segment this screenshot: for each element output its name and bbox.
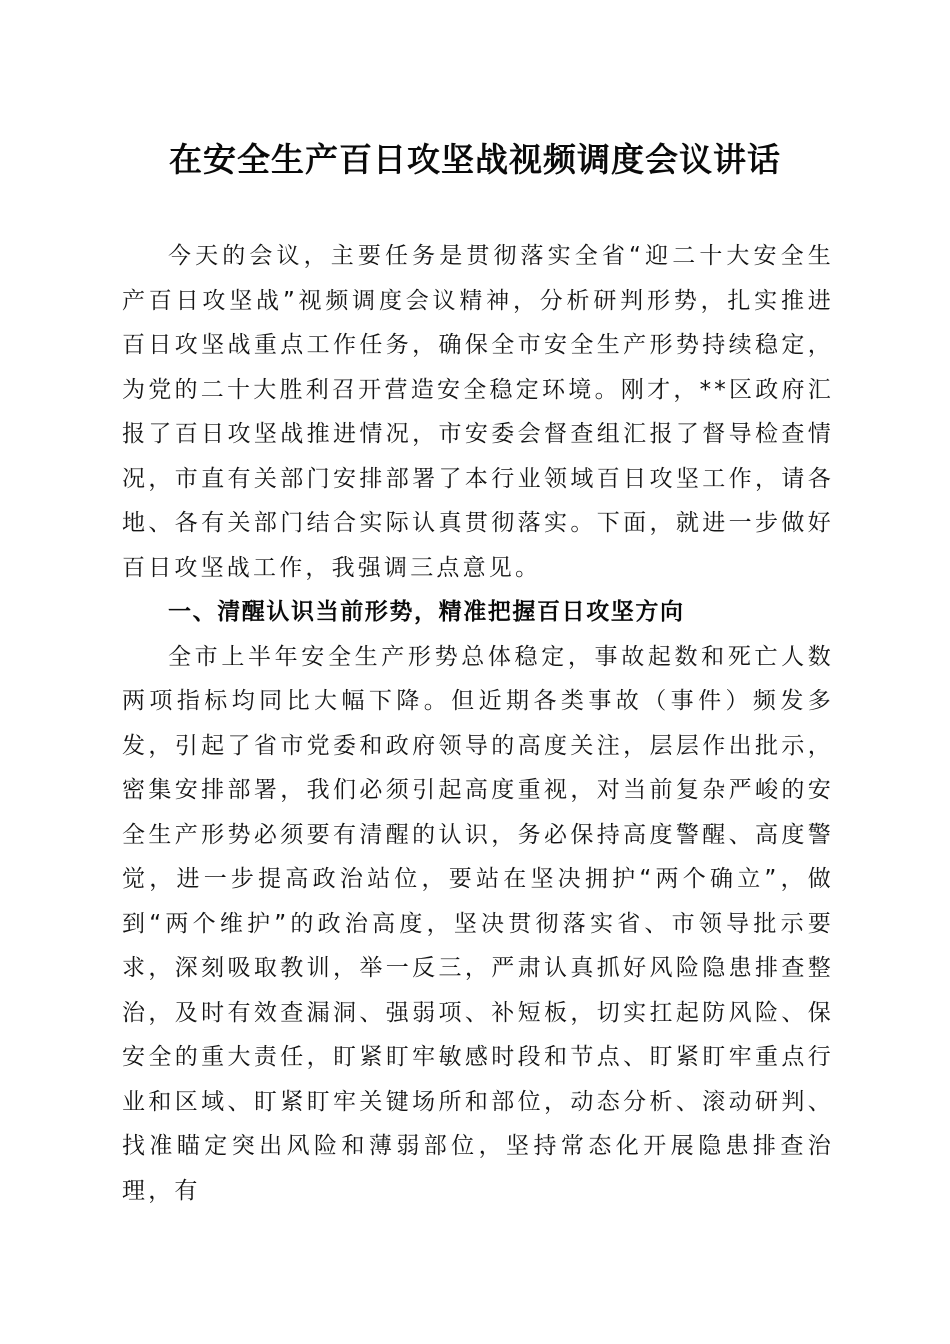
document-title: 在安全生产百日攻坚战视频调度会议讲话	[169, 140, 781, 179]
paragraph-situation: 全市上半年安全生产形势总体稳定，事故起数和死亡人数两项指标均同比大幅下降。但近期各类事故（事件）频发多发，引起了省市党委和政府领导的高度关注，层层作出批示，密集安排部署，我们必须引起高度重视，对当前复杂严峻的安全生产形势必须要有清醒的认识，务必保持高度警醒、高度警觉，进一步提高政治站位，要站在坚决拥护“两个确立”，做到“两个维护”的政治高度，坚决贯彻落实省、市领导批示要求，深刻吸取教训，举一反三，严肃认真抓好风险隐患排查整治，及时有效查漏洞、强弱项、补短板，切实扛起防风险、保安全的重大责任，盯紧盯牢敏感时段和节点、盯紧盯牢重点行业和区域、盯紧盯牢关键场所和部位，动态分析、滚动研判、找准瞄定突出风险和薄弱部位，坚持常态化开展隐患排查治理，有	[122, 643, 834, 1204]
section-heading-1: 一、清醒认识当前形势，精准把握百日攻坚方向	[168, 599, 685, 625]
document-body	[122, 234, 834, 1213]
paragraph-intro: 今天的会议，主要任务是贯彻落实全省“迎二十大安全生产百日攻坚战”视频调度会议精神，分析研判形势，扎实推进百日攻坚战重点工作任务，确保全市安全生产形势持续稳定，为党的二十大胜利召开营造安全稳定环境。刚才，**区政府汇报了百日攻坚战推进情况，市安委会督查组汇报了督导检查情况，市直有关部门安排部署了本行业领域百日攻坚工作，请各地、各有关部门结合实际认真贯彻落实。下面，就进一步做好百日攻坚战工作，我强调三点意见。	[122, 243, 834, 581]
